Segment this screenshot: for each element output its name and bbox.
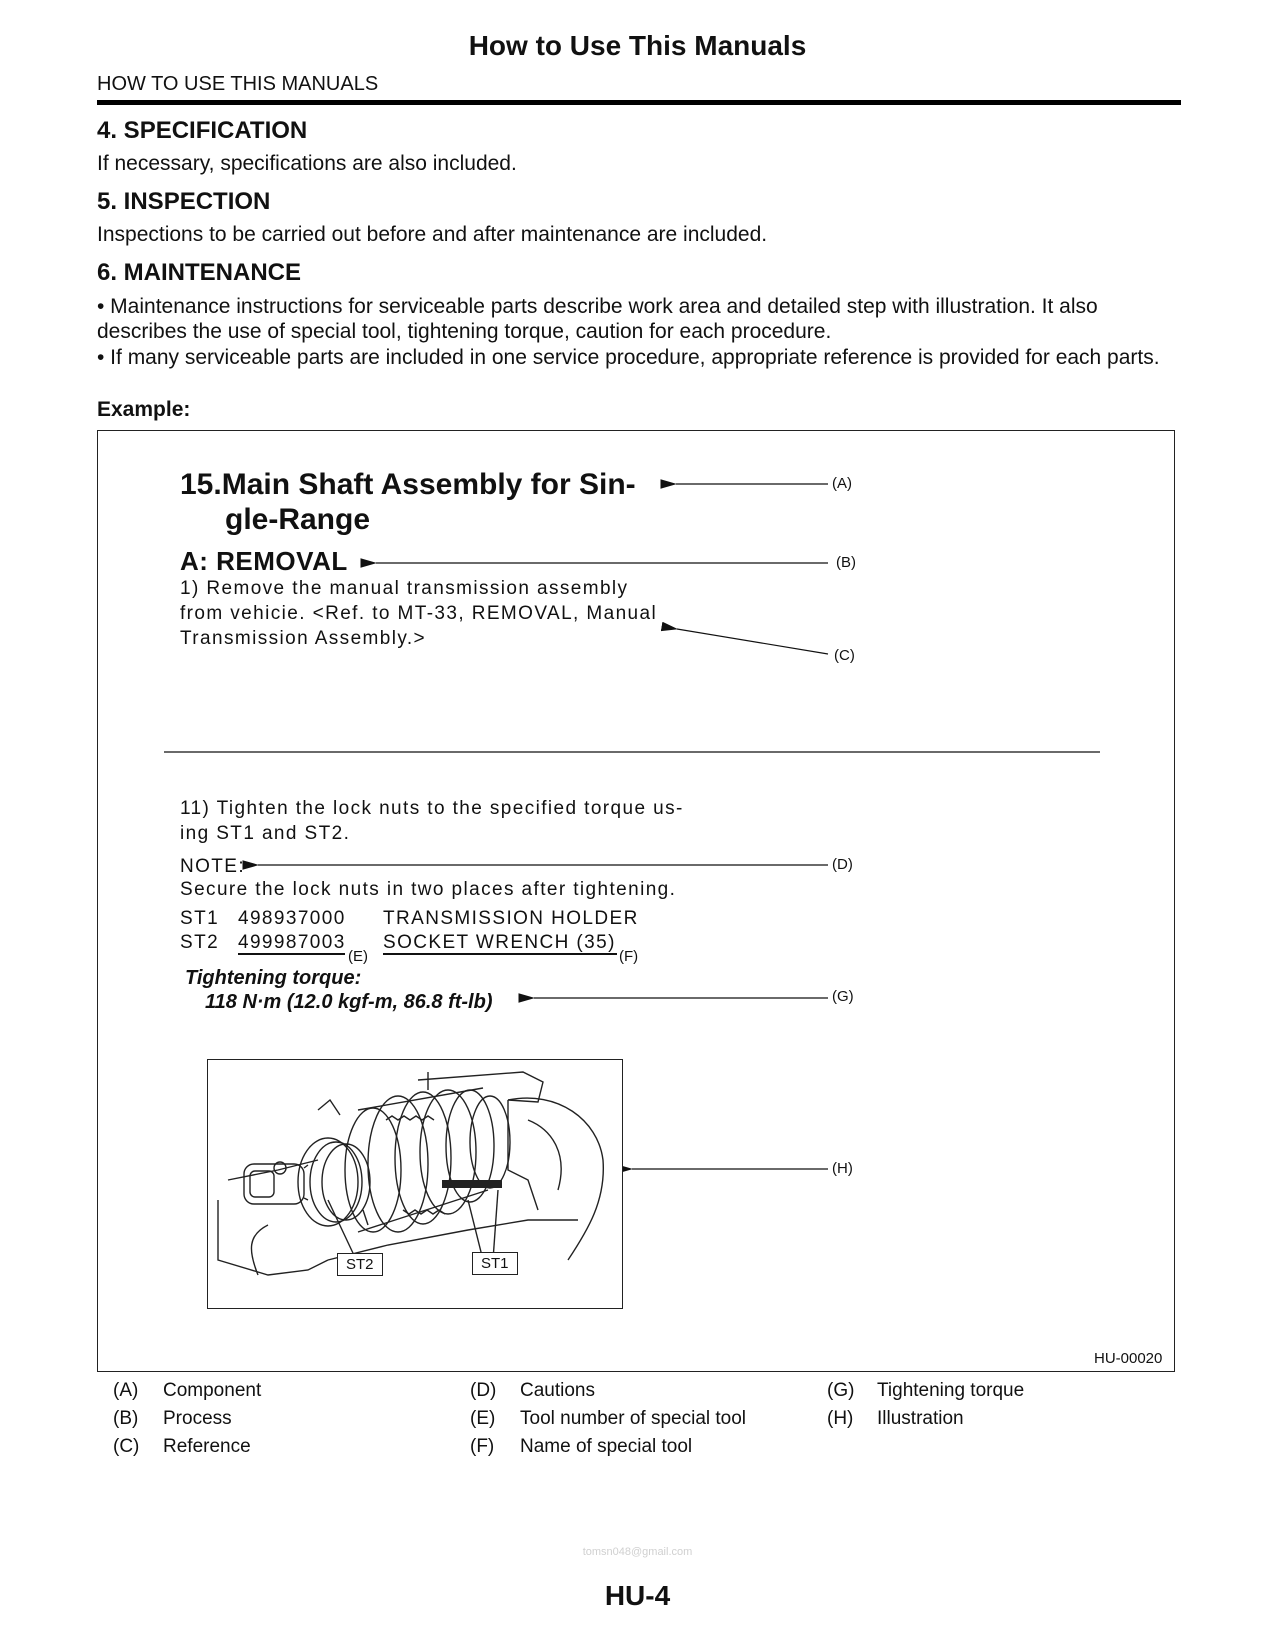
maintenance-bullet-1: • Maintenance instructions for serviceable parts describe work area and detailed step with illustration. It also describes the use of special tool, tightening torque, caution for each procedure. [97,295,1098,343]
illustration-label-st1: ST1 [472,1252,518,1275]
tool-st1-name: TRANSMISSION HOLDER [383,908,639,929]
footer-watermark: tomsn048@gmail.com [582,1546,693,1558]
example-step1-line2: from vehicie. <Ref. to MT-33, REMOVAL, Manual [180,603,658,624]
section-body-inspection: Inspections to be carried out before and after maintenance are included. [97,223,768,246]
legend-key-b: (B) [113,1408,139,1429]
callout-c: (C) [834,647,855,664]
example-step1-line1: 1) Remove the manual transmission assembly [180,578,629,599]
example-step11-line2: ing ST1 and ST2. [180,823,351,844]
legend-value-h: Illustration [877,1408,964,1429]
legend-key-d: (D) [470,1380,497,1401]
page-number: HU-4 [604,1580,671,1611]
example-note-text: Secure the lock nuts in two places after tightening. [180,879,677,900]
tool-st1-id: ST1 [180,908,220,929]
callout-a: (A) [832,475,852,492]
legend-key-c: (C) [113,1436,140,1457]
maintenance-bullet-2: • If many serviceable parts are included in one service procedure, appropriate reference is provided for each parts. [97,346,1160,369]
legend-key-a: (A) [113,1380,139,1401]
legend-value-e: Tool number of special tool [520,1408,747,1429]
example-component-title-line1: 15.Main Shaft Assembly for Sin- [180,468,636,501]
legend-value-g: Tightening torque [877,1380,1025,1401]
page-title: How to Use This Manuals [468,30,807,61]
callout-d: (D) [832,856,853,873]
legend-value-f: Name of special tool [520,1436,693,1457]
example-step11-line1: 11) Tighten the lock nuts to the specified torque us- [180,798,684,819]
section-body-specification: If necessary, specifications are also included. [97,152,517,175]
example-label: Example: [97,398,191,421]
tool-st2-id: ST2 [180,932,220,953]
running-header: HOW TO USE THIS MANUALS [97,73,379,95]
arrow-c [677,629,828,654]
example-process-title: A: REMOVAL [180,546,348,576]
figure-code: HU-00020 [1094,1350,1163,1367]
callout-f: (F) [619,948,639,965]
legend-value-b: Process [163,1408,232,1429]
illustration-label-st2: ST2 [337,1253,383,1276]
section-heading-inspection: 5. INSPECTION [97,188,271,215]
legend-value-c: Reference [163,1436,251,1457]
callout-b: (B) [836,554,856,571]
tool-st2-number: 499987003 [238,932,346,953]
illustration [207,1059,623,1309]
torque-value: 118 N·m (12.0 kgf-m, 86.8 ft-lb) [205,991,493,1013]
section-heading-maintenance: 6. MAINTENANCE [97,259,302,286]
tool-st1-number: 498937000 [238,908,346,929]
callout-g: (G) [832,988,854,1005]
legend-value-d: Cautions [520,1380,595,1401]
transmission-drawing [208,1060,623,1309]
legend-value-a: Component [163,1380,262,1401]
example-component-title-line2: gle-Range [225,503,371,536]
torque-label: Tightening torque: [185,967,362,989]
legend-key-f: (F) [470,1436,495,1457]
legend-key-e: (E) [470,1408,496,1429]
callout-e: (E) [348,948,368,965]
example-step1-line3: Transmission Assembly.> [180,628,427,649]
legend-key-g: (G) [827,1380,855,1401]
legend-key-h: (H) [827,1408,854,1429]
example-note-label: NOTE: [180,856,246,877]
tool-st2-name: SOCKET WRENCH (35) [383,932,616,953]
section-heading-specification: 4. SPECIFICATION [97,117,308,144]
callout-h: (H) [832,1160,853,1177]
